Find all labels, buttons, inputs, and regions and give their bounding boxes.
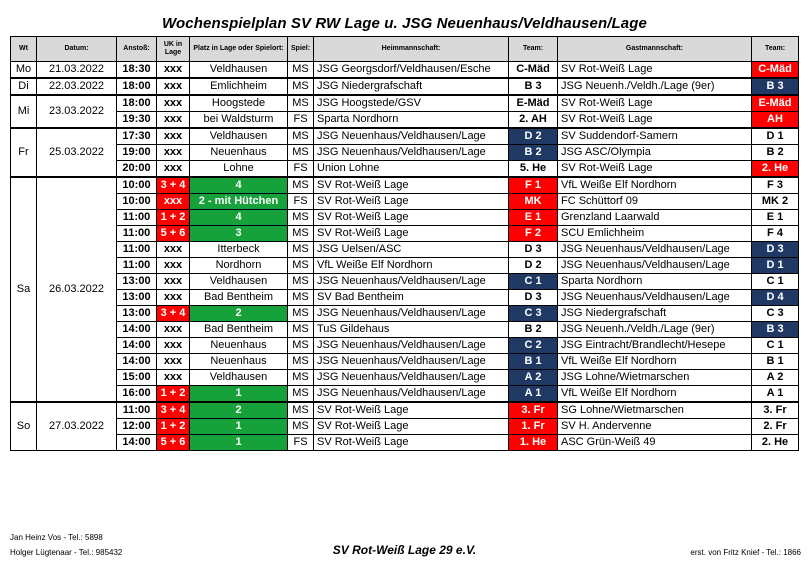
day-cell: So	[11, 402, 37, 451]
away-team-code-cell: 2. He	[752, 161, 799, 178]
table-row	[11, 274, 799, 290]
away-team-code-cell: D 3	[752, 242, 799, 258]
away-team-cell: JSG Lohne/Wietmarschen	[558, 370, 752, 386]
time-cell: 10:00	[117, 194, 157, 210]
home-team-cell: SV Rot-Weiß Lage	[314, 177, 509, 194]
table-row	[11, 112, 799, 129]
uk-cell: xxx	[157, 322, 190, 338]
uk-cell: xxx	[157, 62, 190, 79]
venue-cell: Lohne	[190, 161, 288, 178]
venue-cell: Itterbeck	[190, 242, 288, 258]
venue-cell: Neuenhaus	[190, 354, 288, 370]
home-team-cell: SV Rot-Weiß Lage	[314, 435, 509, 451]
time-cell: 13:00	[117, 290, 157, 306]
home-team-cell: SV Rot-Weiß Lage	[314, 402, 509, 419]
venue-cell: Nordhorn	[190, 258, 288, 274]
away-team-code-cell: E 1	[752, 210, 799, 226]
away-team-cell: SG Lohne/Wietmarschen	[558, 402, 752, 419]
table-row	[11, 177, 799, 194]
table-row	[11, 95, 799, 112]
home-team-code-cell: 3. Fr	[509, 402, 558, 419]
away-team-cell: SV Suddendorf-Samern	[558, 128, 752, 145]
match-type-cell: MS	[288, 226, 314, 242]
uk-cell: 1 + 2	[157, 210, 190, 226]
table-row	[11, 306, 799, 322]
away-team-code-cell: C 1	[752, 338, 799, 354]
match-type-cell: MS	[288, 290, 314, 306]
away-team-code-cell: 2. He	[752, 435, 799, 451]
home-team-code-cell: B 1	[509, 354, 558, 370]
home-team-cell: SV Rot-Weiß Lage	[314, 194, 509, 210]
table-row	[11, 435, 799, 451]
time-cell: 16:00	[117, 386, 157, 403]
uk-cell: xxx	[157, 290, 190, 306]
uk-cell: 1 + 2	[157, 386, 190, 403]
venue-cell: 2	[190, 306, 288, 322]
time-cell: 14:00	[117, 338, 157, 354]
table-row	[11, 226, 799, 242]
home-team-cell: SV Rot-Weiß Lage	[314, 210, 509, 226]
time-cell: 14:00	[117, 322, 157, 338]
date-cell: 25.03.2022	[37, 128, 117, 177]
uk-cell: 3 + 4	[157, 402, 190, 419]
away-team-cell: Grenzland Laarwald	[558, 210, 752, 226]
home-team-code-cell: D 2	[509, 128, 558, 145]
away-team-code-cell: F 4	[752, 226, 799, 242]
match-type-cell: MS	[288, 78, 314, 95]
away-team-cell: JSG ASC/Olympia	[558, 145, 752, 161]
away-team-cell: JSG Neuenhaus/Veldhausen/Lage	[558, 242, 752, 258]
away-team-cell: SV Rot-Weiß Lage	[558, 112, 752, 129]
header-uk: UK in Lage	[157, 37, 190, 62]
match-type-cell: MS	[288, 306, 314, 322]
time-cell: 14:00	[117, 435, 157, 451]
uk-cell: xxx	[157, 258, 190, 274]
home-team-code-cell: F 1	[509, 177, 558, 194]
away-team-code-cell: 3. Fr	[752, 402, 799, 419]
time-cell: 15:00	[117, 370, 157, 386]
day-cell: Sa	[11, 177, 37, 402]
venue-cell: Veldhausen	[190, 62, 288, 79]
home-team-code-cell: 5. He	[509, 161, 558, 178]
away-team-code-cell: B 3	[752, 322, 799, 338]
table-row	[11, 210, 799, 226]
home-team-code-cell: A 1	[509, 386, 558, 403]
venue-cell: 2 - mit Hütchen	[190, 194, 288, 210]
table-row	[11, 354, 799, 370]
match-type-cell: MS	[288, 95, 314, 112]
match-type-cell: MS	[288, 370, 314, 386]
uk-cell: 5 + 6	[157, 435, 190, 451]
away-team-cell: JSG Niedergrafschaft	[558, 306, 752, 322]
venue-cell: 2	[190, 402, 288, 419]
away-team-code-cell: B 3	[752, 78, 799, 95]
uk-cell: xxx	[157, 242, 190, 258]
table-row	[11, 258, 799, 274]
time-cell: 11:00	[117, 402, 157, 419]
venue-cell: Veldhausen	[190, 274, 288, 290]
home-team-cell: JSG Neuenhaus/Veldhausen/Lage	[314, 370, 509, 386]
time-cell: 11:00	[117, 226, 157, 242]
away-team-code-cell: D 4	[752, 290, 799, 306]
away-team-cell: SCU Emlichheim	[558, 226, 752, 242]
date-cell: 27.03.2022	[37, 402, 117, 451]
date-cell: 26.03.2022	[37, 177, 117, 402]
match-type-cell: FS	[288, 194, 314, 210]
uk-cell: xxx	[157, 370, 190, 386]
home-team-code-cell: C 1	[509, 274, 558, 290]
home-team-cell: SV Rot-Weiß Lage	[314, 226, 509, 242]
home-team-code-cell: D 2	[509, 258, 558, 274]
venue-cell: 1	[190, 386, 288, 403]
time-cell: 11:00	[117, 242, 157, 258]
contact-2: Holger Lügtenaar - Tel.: 985432	[10, 548, 123, 557]
away-team-code-cell: A 2	[752, 370, 799, 386]
venue-cell: Hoogstede	[190, 95, 288, 112]
table-row	[11, 338, 799, 354]
header-team: Team:	[509, 37, 558, 62]
home-team-code-cell: F 2	[509, 226, 558, 242]
away-team-cell: FC Schüttorf 09	[558, 194, 752, 210]
home-team-code-cell: D 3	[509, 242, 558, 258]
venue-cell: Veldhausen	[190, 128, 288, 145]
match-type-cell: MS	[288, 177, 314, 194]
table-row	[11, 419, 799, 435]
away-team-code-cell: AH	[752, 112, 799, 129]
home-team-cell: SV Bad Bentheim	[314, 290, 509, 306]
away-team-code-cell: F 3	[752, 177, 799, 194]
time-cell: 17:30	[117, 128, 157, 145]
home-team-code-cell: A 2	[509, 370, 558, 386]
uk-cell: 3 + 4	[157, 306, 190, 322]
schedule-body	[11, 62, 799, 451]
home-team-cell: SV Rot-Weiß Lage	[314, 419, 509, 435]
away-team-cell: SV Rot-Weiß Lage	[558, 161, 752, 178]
home-team-cell: TuS Gildehaus	[314, 322, 509, 338]
time-cell: 13:00	[117, 306, 157, 322]
header-wt: Wt	[11, 37, 37, 62]
match-type-cell: MS	[288, 274, 314, 290]
header-anstoss: Anstoß:	[117, 37, 157, 62]
home-team-cell: JSG Hoogstede/GSV	[314, 95, 509, 112]
home-team-cell: VfL Weiße Elf Nordhorn	[314, 258, 509, 274]
match-type-cell: MS	[288, 62, 314, 79]
venue-cell: bei Waldsturm	[190, 112, 288, 129]
away-team-cell: Sparta Nordhorn	[558, 274, 752, 290]
time-cell: 18:30	[117, 62, 157, 79]
uk-cell: xxx	[157, 95, 190, 112]
venue-cell: 3	[190, 226, 288, 242]
date-cell: 23.03.2022	[37, 95, 117, 128]
match-type-cell: MS	[288, 258, 314, 274]
away-team-cell: VfL Weiße Elf Nordhorn	[558, 177, 752, 194]
time-cell: 11:00	[117, 210, 157, 226]
away-team-code-cell: E-Mäd	[752, 95, 799, 112]
away-team-code-cell: D 1	[752, 258, 799, 274]
away-team-cell: SV H. Andervenne	[558, 419, 752, 435]
home-team-code-cell: E-Mäd	[509, 95, 558, 112]
home-team-code-cell: 1. He	[509, 435, 558, 451]
venue-cell: Bad Bentheim	[190, 290, 288, 306]
home-team-cell: JSG Neuenhaus/Veldhausen/Lage	[314, 354, 509, 370]
away-team-cell: VfL Weiße Elf Nordhorn	[558, 386, 752, 403]
away-team-code-cell: D 1	[752, 128, 799, 145]
away-team-cell: ASC Grün-Weiß 49	[558, 435, 752, 451]
venue-cell: Bad Bentheim	[190, 322, 288, 338]
uk-cell: xxx	[157, 112, 190, 129]
match-type-cell: MS	[288, 322, 314, 338]
table-row	[11, 145, 799, 161]
schedule-table	[10, 36, 799, 451]
header-heim: Heimmannschaft:	[314, 37, 509, 62]
home-team-code-cell: C 3	[509, 306, 558, 322]
time-cell: 19:30	[117, 112, 157, 129]
match-type-cell: FS	[288, 112, 314, 129]
table-row	[11, 242, 799, 258]
header-spiel: Spiel:	[288, 37, 314, 62]
time-cell: 20:00	[117, 161, 157, 178]
time-cell: 11:00	[117, 258, 157, 274]
away-team-cell: JSG Neuenhaus/Veldhausen/Lage	[558, 290, 752, 306]
uk-cell: xxx	[157, 128, 190, 145]
match-type-cell: FS	[288, 435, 314, 451]
time-cell: 18:00	[117, 78, 157, 95]
home-team-cell: JSG Neuenhaus/Veldhausen/Lage	[314, 145, 509, 161]
match-type-cell: MS	[288, 128, 314, 145]
time-cell: 19:00	[117, 145, 157, 161]
home-team-cell: JSG Neuenhaus/Veldhausen/Lage	[314, 386, 509, 403]
away-team-code-cell: B 1	[752, 354, 799, 370]
time-cell: 10:00	[117, 177, 157, 194]
header-datum: Datum:	[37, 37, 117, 62]
away-team-code-cell: B 2	[752, 145, 799, 161]
venue-cell: 1	[190, 435, 288, 451]
home-team-code-cell: B 2	[509, 322, 558, 338]
home-team-cell: JSG Niedergrafschaft	[314, 78, 509, 95]
contact-1: Jan Heinz Vos - Tel.: 5898	[10, 533, 103, 542]
table-row	[11, 370, 799, 386]
home-team-code-cell: B 3	[509, 78, 558, 95]
day-cell: Mi	[11, 95, 37, 128]
home-team-code-cell: 1. Fr	[509, 419, 558, 435]
uk-cell: xxx	[157, 354, 190, 370]
table-row	[11, 194, 799, 210]
home-team-cell: JSG Neuenhaus/Veldhausen/Lage	[314, 274, 509, 290]
away-team-code-cell: MK 2	[752, 194, 799, 210]
uk-cell: 1 + 2	[157, 419, 190, 435]
uk-cell: xxx	[157, 274, 190, 290]
table-row	[11, 62, 799, 79]
away-team-cell: JSG Neuenhaus/Veldhausen/Lage	[558, 258, 752, 274]
venue-cell: 4	[190, 177, 288, 194]
table-row	[11, 402, 799, 419]
time-cell: 13:00	[117, 274, 157, 290]
home-team-code-cell: C 2	[509, 338, 558, 354]
away-team-code-cell: C 3	[752, 306, 799, 322]
club-name: SV Rot-Weiß Lage 29 e.V.	[332, 543, 477, 557]
away-team-cell: VfL Weiße Elf Nordhorn	[558, 354, 752, 370]
away-team-code-cell: 2. Fr	[752, 419, 799, 435]
uk-cell: xxx	[157, 338, 190, 354]
day-cell: Mo	[11, 62, 37, 79]
away-team-cell: JSG Neuenh./Veldh./Lage (9er)	[558, 78, 752, 95]
home-team-cell: Sparta Nordhorn	[314, 112, 509, 129]
venue-cell: Emlichheim	[190, 78, 288, 95]
home-team-cell: JSG Neuenhaus/Veldhausen/Lage	[314, 306, 509, 322]
away-team-cell: JSG Eintracht/Brandlecht/Hesepe	[558, 338, 752, 354]
home-team-code-cell: B 2	[509, 145, 558, 161]
table-row	[11, 386, 799, 403]
uk-cell: xxx	[157, 194, 190, 210]
match-type-cell: MS	[288, 242, 314, 258]
home-team-cell: JSG Neuenhaus/Veldhausen/Lage	[314, 128, 509, 145]
time-cell: 12:00	[117, 419, 157, 435]
uk-cell: 5 + 6	[157, 226, 190, 242]
match-type-cell: MS	[288, 338, 314, 354]
time-cell: 18:00	[117, 95, 157, 112]
uk-cell: 3 + 4	[157, 177, 190, 194]
away-team-cell: JSG Neuenh./Veldh./Lage (9er)	[558, 322, 752, 338]
home-team-cell: JSG Georgsdorf/Veldhausen/Esche	[314, 62, 509, 79]
home-team-code-cell: C-Mäd	[509, 62, 558, 79]
header-gast: Gastmannschaft:	[558, 37, 752, 62]
away-team-code-cell: C 1	[752, 274, 799, 290]
table-row	[11, 161, 799, 178]
table-row	[11, 128, 799, 145]
date-cell: 21.03.2022	[37, 62, 117, 79]
match-type-cell: MS	[288, 354, 314, 370]
venue-cell: Neuenhaus	[190, 145, 288, 161]
match-type-cell: MS	[288, 386, 314, 403]
day-cell: Fr	[11, 128, 37, 177]
away-team-cell: SV Rot-Weiß Lage	[558, 62, 752, 79]
home-team-cell: JSG Neuenhaus/Veldhausen/Lage	[314, 338, 509, 354]
date-cell: 22.03.2022	[37, 78, 117, 95]
home-team-cell: Union Lohne	[314, 161, 509, 178]
home-team-code-cell: E 1	[509, 210, 558, 226]
match-type-cell: FS	[288, 161, 314, 178]
home-team-cell: JSG Uelsen/ASC	[314, 242, 509, 258]
match-type-cell: MS	[288, 402, 314, 419]
table-row	[11, 322, 799, 338]
table-row	[11, 78, 799, 95]
venue-cell: 1	[190, 419, 288, 435]
away-team-cell: SV Rot-Weiß Lage	[558, 95, 752, 112]
home-team-code-cell: D 3	[509, 290, 558, 306]
match-type-cell: MS	[288, 419, 314, 435]
uk-cell: xxx	[157, 145, 190, 161]
match-type-cell: MS	[288, 145, 314, 161]
page-title: Wochenspielplan SV RW Lage u. JSG Neuenhaus/Veldhausen/Lage	[162, 15, 647, 32]
home-team-code-cell: 2. AH	[509, 112, 558, 129]
header-team2: Team:	[752, 37, 799, 62]
venue-cell: Veldhausen	[190, 370, 288, 386]
header-platz: Platz in Lage oder Spielort:	[190, 37, 288, 62]
day-cell: Di	[11, 78, 37, 95]
home-team-code-cell: MK	[509, 194, 558, 210]
uk-cell: xxx	[157, 161, 190, 178]
table-row	[11, 290, 799, 306]
credit-note: erst. von Fritz Knief - Tel.: 1866	[690, 548, 801, 557]
uk-cell: xxx	[157, 78, 190, 95]
away-team-code-cell: A 1	[752, 386, 799, 403]
venue-cell: Neuenhaus	[190, 338, 288, 354]
table-header-row	[11, 37, 799, 62]
match-type-cell: MS	[288, 210, 314, 226]
venue-cell: 4	[190, 210, 288, 226]
time-cell: 14:00	[117, 354, 157, 370]
away-team-code-cell: C-Mäd	[752, 62, 799, 79]
